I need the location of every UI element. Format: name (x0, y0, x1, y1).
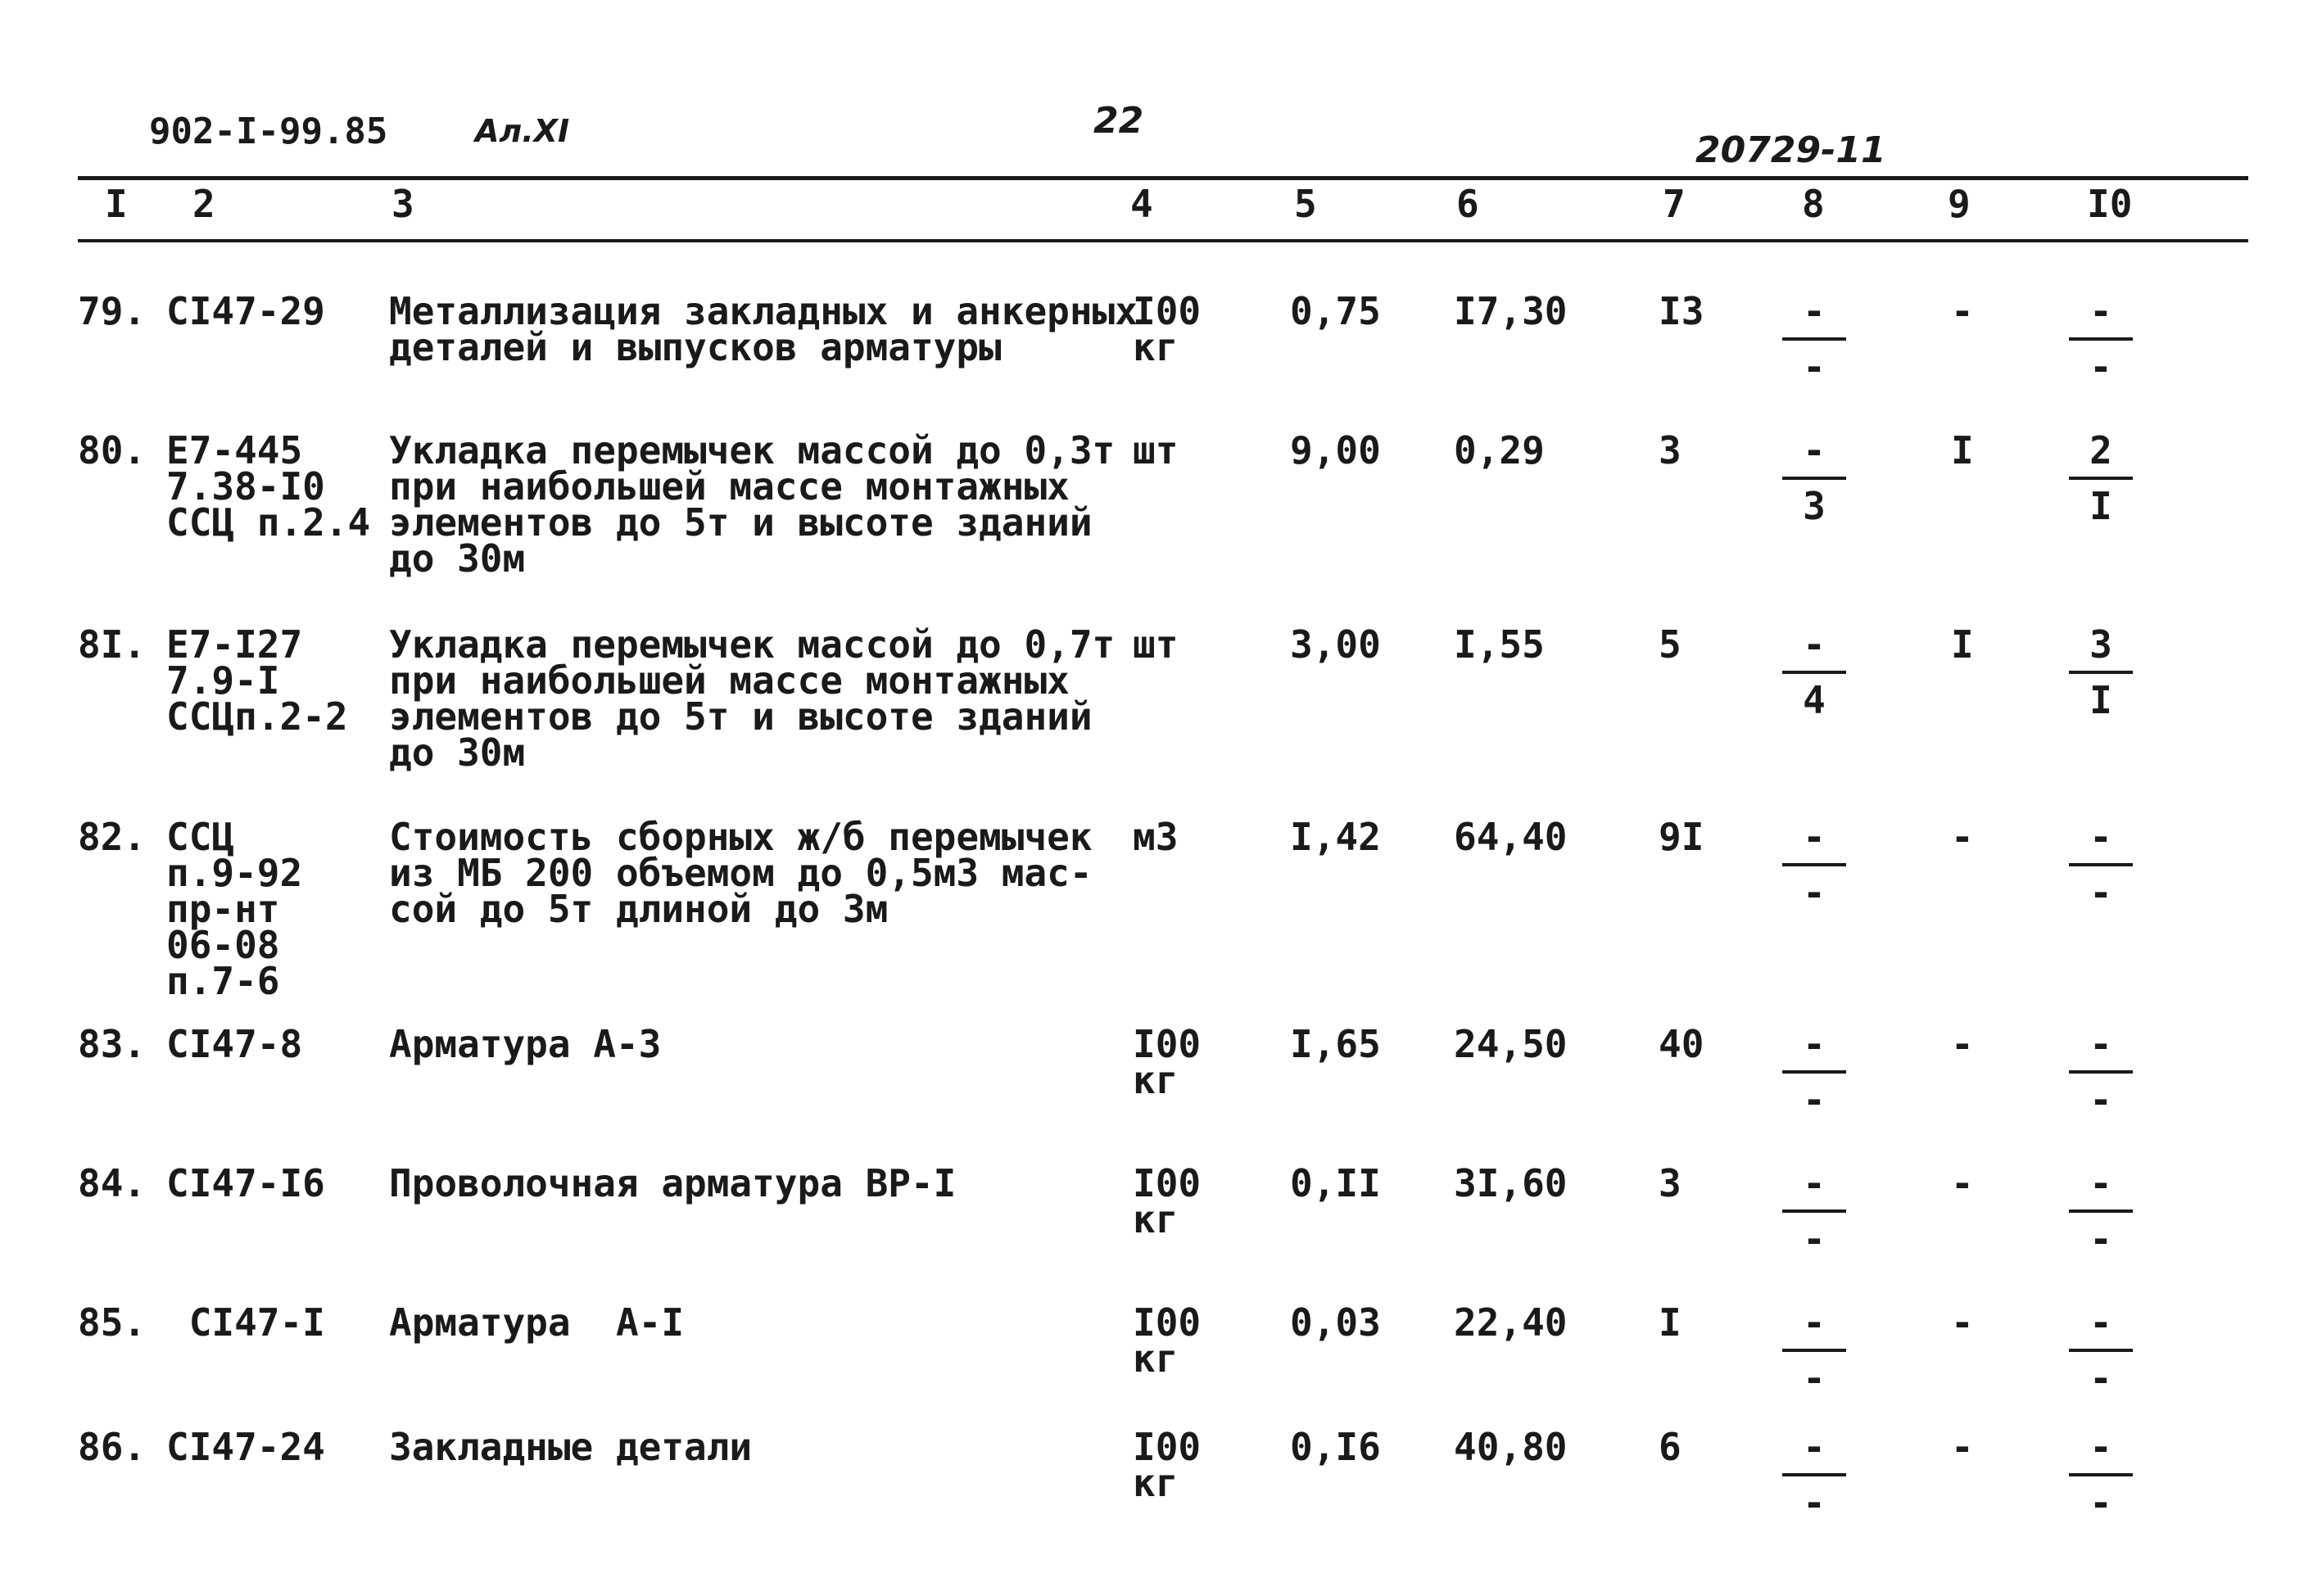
column-10-value-denominator: - (2089, 1481, 2112, 1525)
column-8-value (1777, 622, 1851, 722)
column-10-value-denominator: - (2089, 1356, 2112, 1400)
column-10-value-numerator: - (2089, 1022, 2112, 1066)
column-8-value-denominator: 4 (1803, 678, 1826, 722)
column-10-value-numerator: - (2089, 1300, 2112, 1345)
column-header-3: 3 (392, 182, 414, 226)
page-number: 22 (1093, 100, 1144, 142)
column-8-value-fraction-bar (1782, 863, 1846, 866)
column-10-value (2064, 1022, 2138, 1122)
row-number: 86. (78, 1425, 147, 1469)
column-header-7: 7 (1663, 182, 1686, 226)
column-10-value (2064, 815, 2138, 915)
quantity: 3,00 (1290, 622, 1381, 667)
quantity: I,65 (1290, 1022, 1381, 1066)
work-description: Укладка перемычек массой до 0,3т при наибольшей массе монтажных элементов до 5т и высоте зданий до 30м (389, 428, 1116, 581)
column-10-value-fraction-bar (2069, 1209, 2133, 1213)
column-header-10: I0 (2087, 182, 2133, 226)
column-9-value: - (1951, 815, 1974, 859)
column-10-value-denominator: I (2089, 484, 2112, 528)
document-number-typed: 902-I- (149, 111, 279, 152)
column-header-5: 5 (1294, 182, 1317, 226)
column-10-value-numerator: - (2089, 1161, 2112, 1205)
column-10-value-fraction-bar (2069, 671, 2133, 674)
column-10-value-denominator: - (2089, 870, 2112, 915)
column-8-value-numerator: - (1803, 289, 1826, 333)
total-cost: 3 (1659, 428, 1682, 472)
total-cost: 3 (1659, 1161, 1682, 1205)
column-9-value: - (1951, 1300, 1974, 1345)
column-10-value-fraction-bar (2069, 477, 2133, 480)
column-8-value-denominator: - (1803, 1356, 1826, 1400)
row-number: 84. (78, 1161, 147, 1205)
column-8-value-numerator: - (1803, 1022, 1826, 1066)
header-bottom-rule (78, 239, 2248, 242)
column-9-value: I (1951, 622, 1974, 667)
total-cost: 9I (1659, 815, 1704, 859)
column-8-value (1777, 289, 1851, 389)
column-9-value: - (1951, 289, 1974, 333)
column-8-value-fraction-bar (1782, 1349, 1846, 1352)
total-cost: I3 (1659, 289, 1704, 333)
unit-cost: 24,50 (1454, 1022, 1568, 1066)
unit-of-measure: I00 кг (1133, 289, 1202, 369)
column-10-value-denominator: I (2089, 678, 2112, 722)
column-9-value: - (1951, 1425, 1974, 1469)
column-8-value-numerator: - (1803, 1300, 1826, 1345)
work-description: Закладные детали (389, 1425, 753, 1469)
column-8-value-numerator: - (1803, 815, 1826, 859)
column-8-value-denominator: - (1803, 1078, 1826, 1122)
column-10-value-numerator: 2 (2089, 428, 2112, 472)
column-header-9: 9 (1948, 182, 1971, 226)
unit-cost: 22,40 (1454, 1300, 1568, 1345)
quantity: 0,II (1290, 1161, 1381, 1205)
column-header-6: 6 (1456, 182, 1479, 226)
quantity: 9,00 (1290, 428, 1381, 472)
column-10-value (2064, 1300, 2138, 1400)
column-8-value-fraction-bar (1782, 671, 1846, 674)
column-8-value-denominator: - (1803, 1217, 1826, 1261)
quantity: 0,03 (1290, 1300, 1381, 1345)
column-8-value-numerator: - (1803, 1425, 1826, 1469)
unit-cost: 3I,60 (1454, 1161, 1568, 1205)
column-10-value-numerator: 3 (2089, 622, 2112, 667)
work-description: Арматура А-3 (389, 1022, 662, 1066)
row-number: 82. (78, 815, 147, 859)
column-10-value-numerator: - (2089, 815, 2112, 859)
album-number: Ал.XI (475, 113, 570, 149)
column-8-value-fraction-bar (1782, 477, 1846, 480)
total-cost: 5 (1659, 622, 1682, 667)
column-9-value: I (1951, 428, 1974, 472)
column-10-value-denominator: - (2089, 1217, 2112, 1261)
column-10-value (2064, 1161, 2138, 1261)
column-8-value (1777, 1425, 1851, 1525)
work-description: Арматура А-I (389, 1300, 685, 1345)
unit-cost: 64,40 (1454, 815, 1568, 859)
column-8-value-denominator: - (1803, 870, 1826, 915)
unit-of-measure: I00 кг (1133, 1022, 1202, 1102)
column-9-value: - (1951, 1161, 1974, 1205)
header-top-rule (78, 176, 2248, 180)
column-10-value (2064, 622, 2138, 722)
column-10-value (2064, 1425, 2138, 1525)
rate-code: CI47-29 (166, 289, 325, 333)
total-cost: 40 (1659, 1022, 1704, 1066)
column-8-value-fraction-bar (1782, 337, 1846, 341)
column-9-value: - (1951, 1022, 1974, 1066)
unit-of-measure: шт (1133, 428, 1179, 472)
column-8-value-fraction-bar (1782, 1070, 1846, 1074)
column-8-value-fraction-bar (1782, 1209, 1846, 1213)
rate-code: CI47-I6 (166, 1161, 325, 1205)
total-cost: 6 (1659, 1425, 1682, 1469)
column-10-value (2064, 428, 2138, 528)
row-number: 8I. (78, 622, 147, 667)
column-header-4: 4 (1130, 182, 1153, 226)
total-cost: I (1659, 1300, 1682, 1345)
rate-code: Е7-I27 7.9-I ССЦп.2-2 (166, 622, 348, 739)
rate-code: CI47-24 (166, 1425, 325, 1469)
work-description: Укладка перемычек массой до 0,7т при наибольшей массе монтажных элементов до 5т и высоте зданий до 30м (389, 622, 1116, 775)
column-8-value-fraction-bar (1782, 1473, 1846, 1476)
column-10-value-numerator: - (2089, 289, 2112, 333)
unit-cost: I7,30 (1454, 289, 1568, 333)
column-header-2: 2 (192, 182, 215, 226)
work-description: Металлизация закладных и анкерных деталей и выпусков арматуры (389, 289, 1138, 369)
unit-of-measure: I00 кг (1133, 1425, 1202, 1505)
column-header-8: 8 (1802, 182, 1825, 226)
column-8-value-denominator: 3 (1803, 484, 1826, 528)
document-number (149, 111, 387, 152)
unit-cost: I,55 (1454, 622, 1545, 667)
column-8-value-numerator: - (1803, 428, 1826, 472)
column-8-value (1777, 428, 1851, 528)
rate-code: CI47-8 (166, 1022, 303, 1066)
column-10-value-numerator: - (2089, 1425, 2112, 1469)
project-code: 20729-11 (1695, 129, 1886, 171)
column-10-value-fraction-bar (2069, 337, 2133, 341)
column-10-value-denominator: - (2089, 345, 2112, 389)
column-8-value-denominator: - (1803, 345, 1826, 389)
quantity: 0,I6 (1290, 1425, 1381, 1469)
column-10-value-fraction-bar (2069, 1070, 2133, 1074)
unit-cost: 0,29 (1454, 428, 1545, 472)
quantity: I,42 (1290, 815, 1381, 859)
row-number: 79. (78, 289, 147, 333)
column-8-value-denominator: - (1803, 1481, 1826, 1525)
unit-of-measure: шт (1133, 622, 1179, 667)
unit-of-measure: м3 (1133, 815, 1179, 859)
column-8-value-numerator: - (1803, 622, 1826, 667)
rate-code: Е7-445 7.38-I0 ССЦ п.2.4 (166, 428, 371, 545)
quantity: 0,75 (1290, 289, 1381, 333)
column-8-value (1777, 815, 1851, 915)
row-number: 80. (78, 428, 147, 472)
column-10-value-fraction-bar (2069, 1473, 2133, 1476)
column-10-value (2064, 289, 2138, 389)
work-description: Стоимость сборных ж/б перемычек из МБ 200 объемом до 0,5м3 мас- сой до 5т длиной до 3м (389, 815, 1093, 931)
column-8-value (1777, 1022, 1851, 1122)
unit-of-measure: I00 кг (1133, 1161, 1202, 1241)
unit-cost: 40,80 (1454, 1425, 1568, 1469)
work-description: Проволочная арматура ВР-I (389, 1161, 957, 1205)
row-number: 85. (78, 1300, 147, 1345)
rate-code: ССЦ п.9-92 пр-нт 06-08 п.7-6 (166, 815, 303, 1003)
column-10-value-denominator: - (2089, 1078, 2112, 1122)
column-8-value (1777, 1161, 1851, 1261)
rate-code: CI47-I (166, 1300, 325, 1345)
column-10-value-fraction-bar (2069, 1349, 2133, 1352)
document-number-handwritten: 99.85 (278, 111, 388, 152)
column-header-1: I (105, 182, 128, 226)
column-8-value-numerator: - (1803, 1161, 1826, 1205)
row-number: 83. (78, 1022, 147, 1066)
column-10-value-fraction-bar (2069, 863, 2133, 866)
unit-of-measure: I00 кг (1133, 1300, 1202, 1381)
column-8-value (1777, 1300, 1851, 1400)
